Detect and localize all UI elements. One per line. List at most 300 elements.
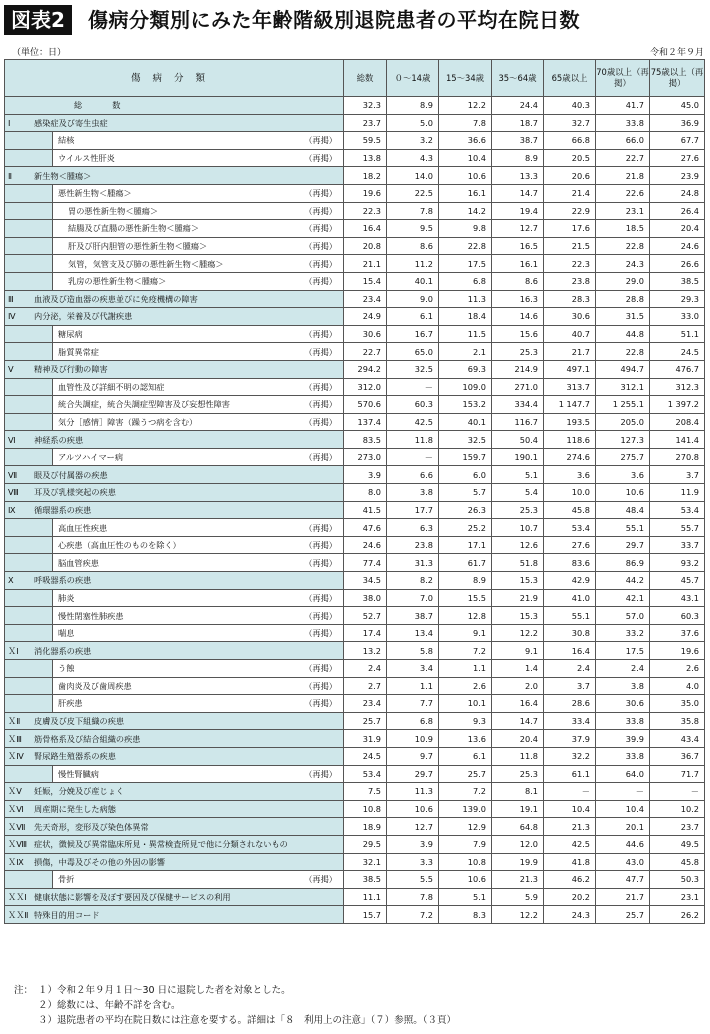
value-cell: 25.3 xyxy=(492,343,544,361)
value-cell: 15.6 xyxy=(492,325,544,343)
value-cell: 40.1 xyxy=(387,272,439,290)
value-cell: 5.7 xyxy=(439,484,492,502)
value-cell: 18.5 xyxy=(596,220,650,238)
row-label-cell xyxy=(5,730,344,748)
chapter-number xyxy=(5,537,30,554)
value-cell: 17.7 xyxy=(387,501,439,519)
value-cell: 12.2 xyxy=(439,97,492,115)
value-cell: 10.1 xyxy=(439,695,492,713)
chapter-number xyxy=(5,150,30,167)
value-cell: 20.2 xyxy=(544,888,596,906)
table-row xyxy=(5,589,705,607)
reprint-flag: （再掲） xyxy=(304,346,337,357)
value-cell: 32.1 xyxy=(344,853,387,871)
page-title: 傷病分類別にみた年齢階級別退院患者の平均在院日数 xyxy=(88,8,580,32)
row-label-cell xyxy=(5,536,344,554)
value-cell: 8.6 xyxy=(387,237,439,255)
value-cell: 24.5 xyxy=(650,343,705,361)
chapter-number xyxy=(5,449,30,466)
value-cell: 13.6 xyxy=(439,730,492,748)
table-row xyxy=(5,290,705,308)
value-cell: 13.2 xyxy=(344,642,387,660)
value-cell: 23.7 xyxy=(650,818,705,836)
value-cell: 35.0 xyxy=(650,695,705,713)
value-cell: 208.4 xyxy=(650,413,705,431)
chapter-number: ＸⅡ xyxy=(8,716,21,727)
value-cell: 159.7 xyxy=(439,448,492,466)
value-cell: 2.0 xyxy=(492,677,544,695)
disease-name: 高血圧性疾患 xyxy=(58,522,108,533)
value-cell: 3.9 xyxy=(387,835,439,853)
value-cell: 21.3 xyxy=(544,818,596,836)
disease-name: 新生物＜腫瘍＞ xyxy=(34,170,92,181)
value-cell: 40.7 xyxy=(544,325,596,343)
reprint-flag: （再掲） xyxy=(304,399,337,410)
disease-name: 糖尿病 xyxy=(58,329,83,340)
header-row xyxy=(5,60,705,97)
disease-name: 循環器系の疾患 xyxy=(34,504,92,515)
row-label-cell xyxy=(5,325,344,343)
value-cell: 43.0 xyxy=(596,853,650,871)
chapter-number xyxy=(5,766,30,783)
chapter-number xyxy=(5,590,30,607)
value-cell: 24.3 xyxy=(596,255,650,273)
notes xyxy=(14,983,456,1028)
reprint-flag: （再掲） xyxy=(304,680,337,691)
value-cell: 22.7 xyxy=(596,149,650,167)
value-cell: 312.1 xyxy=(596,378,650,396)
value-cell: 14.2 xyxy=(439,202,492,220)
disease-name: 肺炎 xyxy=(58,592,75,603)
chapter-number: Ⅴ xyxy=(8,364,14,375)
chapter-number: Ⅳ xyxy=(8,311,16,322)
chapter-number: Ⅲ xyxy=(8,293,14,304)
row-label-cell xyxy=(5,818,344,836)
disease-name: 耳及び乳様突起の疾患 xyxy=(34,487,116,498)
value-cell: 61.1 xyxy=(544,765,596,783)
value-cell: 66.0 xyxy=(596,132,650,150)
value-cell: 14.0 xyxy=(387,167,439,185)
value-cell: 36.6 xyxy=(439,132,492,150)
reprint-flag: （再掲） xyxy=(304,768,337,779)
chapter-number: ＸⅥ xyxy=(8,804,24,815)
disease-name: 内分泌，栄養及び代謝疾患 xyxy=(34,311,133,322)
value-cell: 294.2 xyxy=(344,360,387,378)
value-cell: 83.6 xyxy=(544,554,596,572)
column-header: ０～14歳 xyxy=(387,60,439,97)
reprint-flag: （再掲） xyxy=(304,698,337,709)
value-cell: 12.7 xyxy=(387,818,439,836)
value-cell: 1.4 xyxy=(492,660,544,678)
disease-name: 歯肉炎及び歯周疾患 xyxy=(58,680,132,691)
value-cell: 23.1 xyxy=(596,202,650,220)
table-row xyxy=(5,888,705,906)
value-cell: 10.6 xyxy=(387,800,439,818)
value-cell: 29.5 xyxy=(344,835,387,853)
table-row xyxy=(5,536,705,554)
value-cell: 18.4 xyxy=(439,308,492,326)
value-cell: 66.8 xyxy=(544,132,596,150)
table-row xyxy=(5,818,705,836)
value-cell: 23.8 xyxy=(544,272,596,290)
value-cell: 5.1 xyxy=(492,466,544,484)
unit-label: （単位：日） xyxy=(12,48,67,58)
value-cell: 64.8 xyxy=(492,818,544,836)
value-cell: 274.6 xyxy=(544,448,596,466)
disease-name: 皮膚及び皮下組織の疾患 xyxy=(34,716,125,727)
chapter-number: ＸⅢ xyxy=(8,733,22,744)
value-cell: 16.4 xyxy=(492,695,544,713)
value-cell: 497.1 xyxy=(544,360,596,378)
value-cell: 8.9 xyxy=(387,97,439,115)
value-cell: 11.3 xyxy=(439,290,492,308)
value-cell: 5.1 xyxy=(439,888,492,906)
value-cell: 11.1 xyxy=(344,888,387,906)
value-cell: 271.0 xyxy=(492,378,544,396)
value-cell: 10.6 xyxy=(439,871,492,889)
value-cell: 5.9 xyxy=(492,888,544,906)
table-row xyxy=(5,431,705,449)
disease-name: 眼及び付属器の疾患 xyxy=(34,469,108,480)
row-label-cell xyxy=(5,396,344,414)
row-label-cell xyxy=(5,765,344,783)
value-cell: 39.9 xyxy=(596,730,650,748)
disease-name: 心疾患（高血圧性のものを除く） xyxy=(58,540,181,551)
row-label-cell xyxy=(5,413,344,431)
chapter-number xyxy=(5,203,30,220)
value-cell: 19.4 xyxy=(492,202,544,220)
value-cell: 18.9 xyxy=(344,818,387,836)
value-cell: 6.8 xyxy=(387,712,439,730)
reprint-flag: （再掲） xyxy=(304,522,337,533)
chapter-number: ＸⅦ xyxy=(8,821,26,832)
value-cell: 38.5 xyxy=(650,272,705,290)
row-label-cell xyxy=(5,308,344,326)
table-body xyxy=(5,97,705,924)
reprint-flag: （再掲） xyxy=(304,416,337,427)
value-cell: 55.7 xyxy=(650,519,705,537)
reprint-flag: （再掲） xyxy=(304,188,337,199)
disease-name: ウイルス性肝炎 xyxy=(58,153,115,164)
disease-name: 脂質異常症 xyxy=(58,346,99,357)
disease-name: 骨折 xyxy=(58,874,75,885)
table-row xyxy=(5,607,705,625)
row-label-cell xyxy=(5,220,344,238)
chapter-number: ＸⅠ xyxy=(8,645,19,656)
value-cell: 37.6 xyxy=(650,624,705,642)
chapter-number xyxy=(5,185,30,202)
value-cell: 11.8 xyxy=(387,431,439,449)
table-row xyxy=(5,378,705,396)
value-cell: 22.8 xyxy=(439,237,492,255)
value-cell: 24.6 xyxy=(344,536,387,554)
chapter-number xyxy=(5,132,30,149)
value-cell: 8.0 xyxy=(344,484,387,502)
value-cell: 153.2 xyxy=(439,396,492,414)
value-cell: 33.4 xyxy=(544,712,596,730)
value-cell: 21.7 xyxy=(596,888,650,906)
value-cell: 10.8 xyxy=(439,853,492,871)
row-label-cell xyxy=(5,519,344,537)
value-cell: 24.9 xyxy=(344,308,387,326)
value-cell: 25.3 xyxy=(492,501,544,519)
disease-name: 慢性腎臓病 xyxy=(58,768,99,779)
row-label-cell xyxy=(5,167,344,185)
value-cell: 40.3 xyxy=(544,97,596,115)
value-cell: 59.5 xyxy=(344,132,387,150)
value-cell: 25.7 xyxy=(344,712,387,730)
value-cell: 30.6 xyxy=(344,325,387,343)
row-label-cell xyxy=(5,149,344,167)
value-cell: 3.4 xyxy=(387,660,439,678)
row-label-cell xyxy=(5,695,344,713)
column-header: 75歳以上（再掲） xyxy=(650,60,705,97)
chapter-number xyxy=(5,660,30,677)
reprint-flag: （再掲） xyxy=(304,540,337,551)
note-item: ２）総数には、年齢不詳を含む。 xyxy=(38,1000,181,1011)
row-label-cell xyxy=(5,747,344,765)
value-cell: 7.9 xyxy=(439,835,492,853)
value-cell: 6.1 xyxy=(439,747,492,765)
value-cell: 7.5 xyxy=(344,783,387,801)
value-cell: 5.0 xyxy=(387,114,439,132)
chapter-number xyxy=(5,97,30,114)
chapter-number xyxy=(5,414,30,431)
row-label-cell xyxy=(5,272,344,290)
value-cell: 10.4 xyxy=(596,800,650,818)
value-cell: 49.5 xyxy=(650,835,705,853)
row-label-cell xyxy=(5,906,344,924)
value-cell: 34.5 xyxy=(344,572,387,590)
value-cell: 22.7 xyxy=(344,343,387,361)
value-cell: 33.8 xyxy=(596,712,650,730)
disease-name: 血液及び造血器の疾患並びに免疫機構の障害 xyxy=(34,293,198,304)
value-cell: 22.8 xyxy=(596,237,650,255)
value-cell: 23.4 xyxy=(344,290,387,308)
value-cell: 47.7 xyxy=(596,871,650,889)
value-cell: 10.8 xyxy=(344,800,387,818)
value-cell: 270.8 xyxy=(650,448,705,466)
table-row xyxy=(5,308,705,326)
row-label-cell xyxy=(5,554,344,572)
chapter-number: Ⅸ xyxy=(8,504,16,515)
value-cell: 3.6 xyxy=(544,466,596,484)
value-cell: 7.2 xyxy=(439,783,492,801)
value-cell: 10.0 xyxy=(544,484,596,502)
chapter-number xyxy=(5,220,30,237)
value-cell: 24.8 xyxy=(650,184,705,202)
value-cell: 1.1 xyxy=(439,660,492,678)
value-cell: 8.9 xyxy=(439,572,492,590)
value-cell: 43.4 xyxy=(650,730,705,748)
value-cell: 22.5 xyxy=(387,184,439,202)
value-cell: － xyxy=(650,783,705,801)
value-cell: 61.7 xyxy=(439,554,492,572)
value-cell: 26.4 xyxy=(650,202,705,220)
value-cell: 16.5 xyxy=(492,237,544,255)
value-cell: 21.1 xyxy=(344,255,387,273)
table-row xyxy=(5,448,705,466)
row-label-cell xyxy=(5,712,344,730)
value-cell: 21.5 xyxy=(544,237,596,255)
value-cell: 57.0 xyxy=(596,607,650,625)
value-cell: 205.0 xyxy=(596,413,650,431)
data-table xyxy=(4,59,705,924)
value-cell: 476.7 xyxy=(650,360,705,378)
value-cell: 3.6 xyxy=(596,466,650,484)
value-cell: 127.3 xyxy=(596,431,650,449)
row-label-cell xyxy=(5,589,344,607)
value-cell: 11.5 xyxy=(439,325,492,343)
chapter-number: Ⅵ xyxy=(8,434,16,445)
value-cell: － xyxy=(387,378,439,396)
chapter-number: ＸⅧ xyxy=(8,839,27,850)
value-cell: 17.5 xyxy=(596,642,650,660)
value-cell: 17.5 xyxy=(439,255,492,273)
value-cell: 15.3 xyxy=(492,607,544,625)
disease-name: 喘息 xyxy=(58,628,75,639)
table-row xyxy=(5,501,705,519)
column-header: 15～34歳 xyxy=(439,60,492,97)
table-row xyxy=(5,167,705,185)
table-row xyxy=(5,466,705,484)
row-label-cell xyxy=(5,448,344,466)
reprint-flag: （再掲） xyxy=(304,663,337,674)
row-label-cell xyxy=(5,255,344,273)
reprint-flag: （再掲） xyxy=(304,135,337,146)
table-row xyxy=(5,97,705,115)
row-label-cell xyxy=(5,871,344,889)
value-cell: 9.0 xyxy=(387,290,439,308)
value-cell: 14.7 xyxy=(492,712,544,730)
value-cell: 32.3 xyxy=(344,97,387,115)
value-cell: 32.5 xyxy=(439,431,492,449)
value-cell: 30.6 xyxy=(596,695,650,713)
table-row xyxy=(5,519,705,537)
chapter-number xyxy=(5,326,30,343)
value-cell: 24.3 xyxy=(544,906,596,924)
value-cell: 16.4 xyxy=(544,642,596,660)
reprint-flag: （再掲） xyxy=(304,223,337,234)
chapter-number xyxy=(5,695,30,712)
value-cell: 137.4 xyxy=(344,413,387,431)
value-cell: 8.2 xyxy=(387,572,439,590)
value-cell: 9.1 xyxy=(439,624,492,642)
value-cell: 9.7 xyxy=(387,747,439,765)
value-cell: 60.3 xyxy=(650,607,705,625)
reprint-flag: （再掲） xyxy=(304,258,337,269)
row-label-cell xyxy=(5,572,344,590)
value-cell: 20.8 xyxy=(344,237,387,255)
value-cell: 275.7 xyxy=(596,448,650,466)
table-row xyxy=(5,255,705,273)
value-cell: 15.4 xyxy=(344,272,387,290)
value-cell: 38.0 xyxy=(344,589,387,607)
value-cell: 48.4 xyxy=(596,501,650,519)
value-cell: 7.2 xyxy=(439,642,492,660)
value-cell: 53.4 xyxy=(544,519,596,537)
value-cell: 12.6 xyxy=(492,536,544,554)
chapter-number: ＸＸⅡ xyxy=(8,909,29,920)
table-row xyxy=(5,396,705,414)
value-cell: 9.3 xyxy=(439,712,492,730)
row-label-cell xyxy=(5,237,344,255)
chapter-number: Ⅹ xyxy=(8,575,14,586)
value-cell: 23.1 xyxy=(650,888,705,906)
value-cell: 28.8 xyxy=(596,290,650,308)
value-cell: 20.4 xyxy=(492,730,544,748)
value-cell: 2.1 xyxy=(439,343,492,361)
chapter-number xyxy=(5,625,30,642)
reprint-flag: （再掲） xyxy=(304,592,337,603)
value-cell: 9.1 xyxy=(492,642,544,660)
value-cell: 33.2 xyxy=(596,624,650,642)
value-cell: 214.9 xyxy=(492,360,544,378)
value-cell: 24.5 xyxy=(344,747,387,765)
value-cell: 139.0 xyxy=(439,800,492,818)
value-cell: 41.8 xyxy=(544,853,596,871)
disease-name: 肝及び肝内胆管の悪性新生物＜腫瘍＞ xyxy=(68,241,208,252)
value-cell: 4.0 xyxy=(650,677,705,695)
table-row xyxy=(5,642,705,660)
chapter-number xyxy=(5,396,30,413)
value-cell: 5.8 xyxy=(387,642,439,660)
value-cell: 3.8 xyxy=(387,484,439,502)
row-label-cell xyxy=(5,800,344,818)
row-label-cell xyxy=(5,853,344,871)
value-cell: 14.7 xyxy=(492,184,544,202)
column-header: 70歳以上（再掲） xyxy=(596,60,650,97)
row-label-cell xyxy=(5,290,344,308)
value-cell: 16.1 xyxy=(492,255,544,273)
value-cell: 77.4 xyxy=(344,554,387,572)
value-cell: 7.8 xyxy=(387,888,439,906)
value-cell: 6.8 xyxy=(439,272,492,290)
value-cell: 21.3 xyxy=(492,871,544,889)
chapter-number xyxy=(5,519,30,536)
disease-name: 特殊目的用コード xyxy=(34,909,100,920)
row-label-cell xyxy=(5,97,344,115)
chapter-number: Ⅷ xyxy=(8,487,19,498)
reprint-flag: （再掲） xyxy=(304,276,337,287)
value-cell: 12.0 xyxy=(492,835,544,853)
value-cell: 29.7 xyxy=(387,765,439,783)
value-cell: 15.7 xyxy=(344,906,387,924)
value-cell: 10.2 xyxy=(650,800,705,818)
table-row xyxy=(5,272,705,290)
chapter-number: Ⅰ xyxy=(8,117,11,128)
row-label-cell xyxy=(5,202,344,220)
table-row xyxy=(5,660,705,678)
value-cell: 69.3 xyxy=(439,360,492,378)
note-item: １）令和２年９月１日～30 日に退院した者を対象とした。 xyxy=(38,985,291,996)
value-cell: 21.9 xyxy=(492,589,544,607)
value-cell: 42.5 xyxy=(544,835,596,853)
value-cell: 20.1 xyxy=(596,818,650,836)
table-row xyxy=(5,484,705,502)
row-label-cell xyxy=(5,607,344,625)
value-cell: 21.7 xyxy=(544,343,596,361)
row-label-cell xyxy=(5,132,344,150)
disease-name: 呼吸器系の疾患 xyxy=(34,575,92,586)
disease-name: 胃の悪性新生物＜腫瘍＞ xyxy=(68,205,159,216)
value-cell: 52.7 xyxy=(344,607,387,625)
value-cell: 11.2 xyxy=(387,255,439,273)
value-cell: 21.4 xyxy=(544,184,596,202)
value-cell: 38.5 xyxy=(344,871,387,889)
table-row xyxy=(5,800,705,818)
value-cell: 33.8 xyxy=(596,114,650,132)
